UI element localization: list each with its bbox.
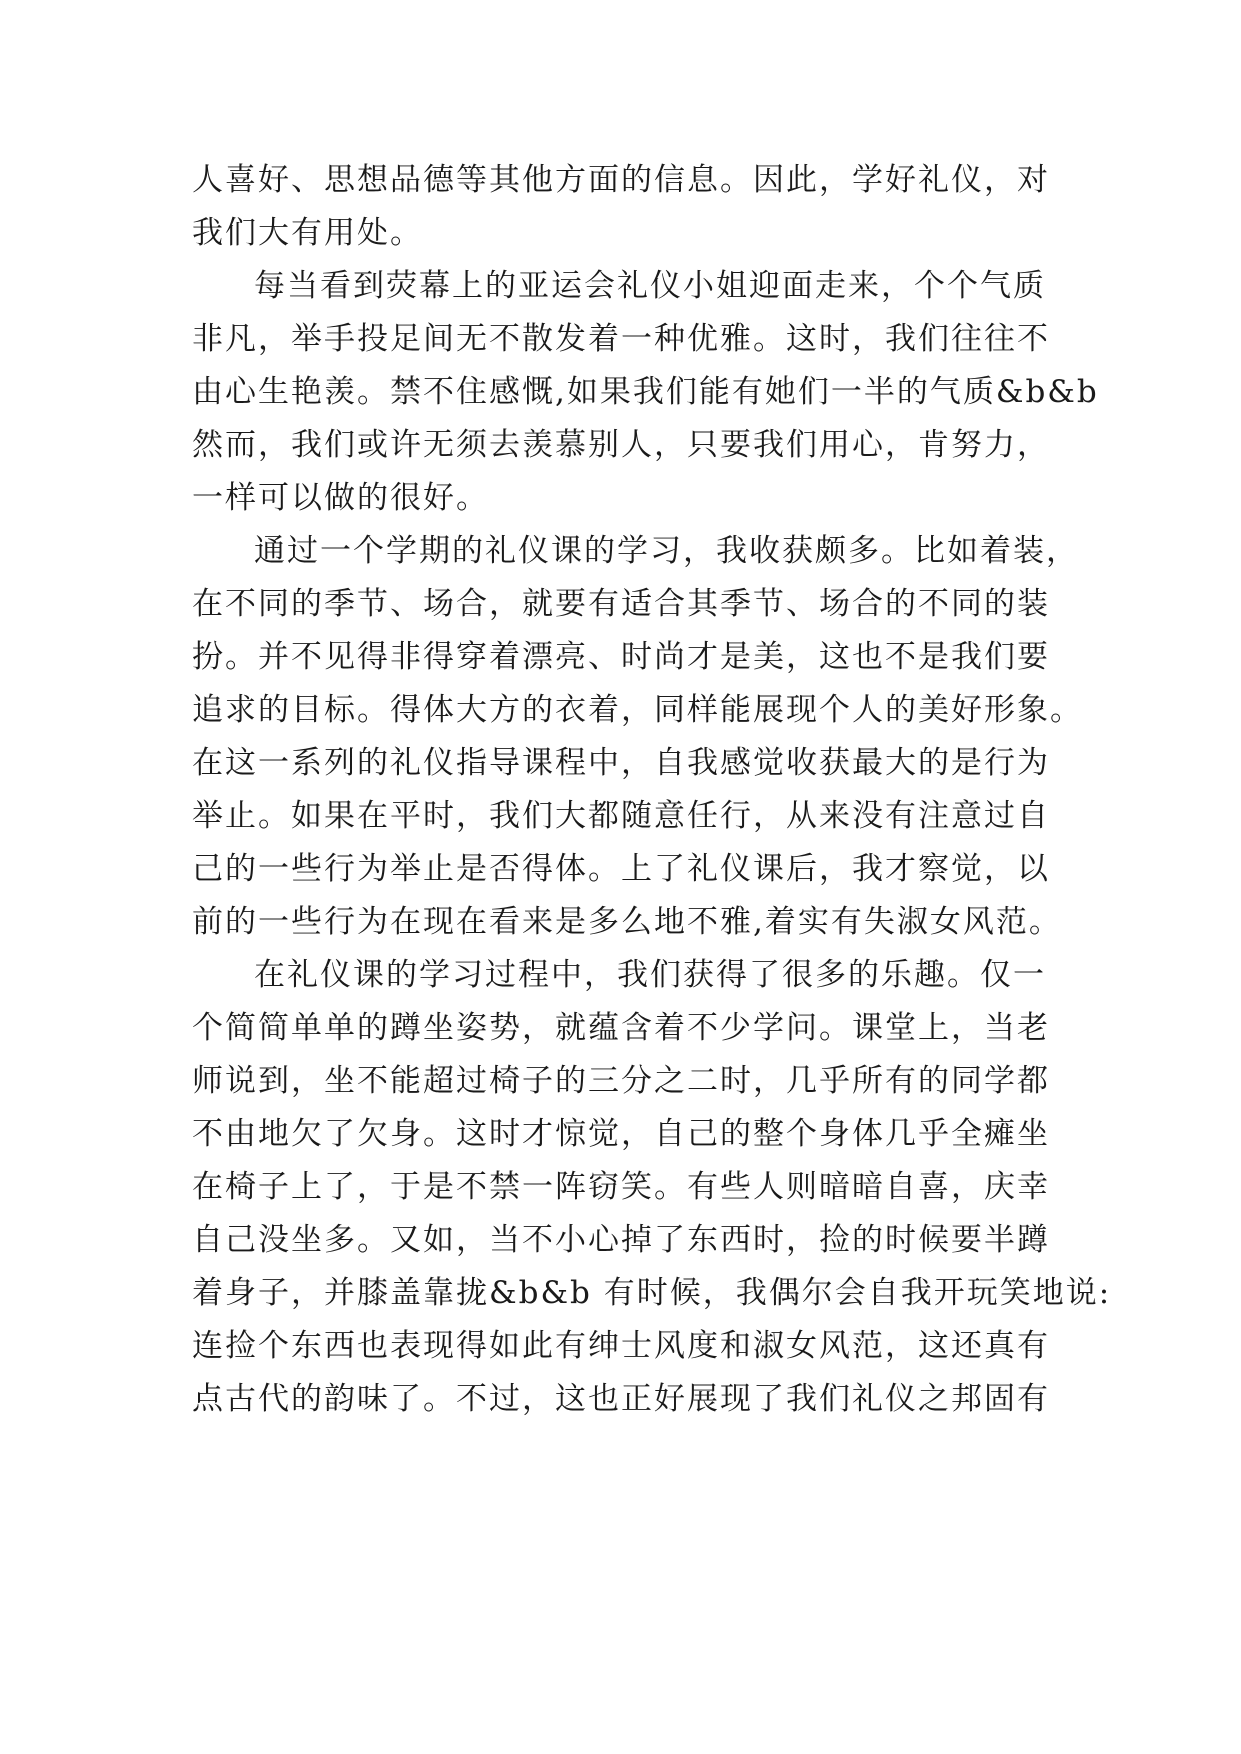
text-line: 在这一系列的礼仪指导课程中，自我感觉收获最大的是行为: [192, 745, 1050, 781]
text-line: 连捡个东西也表现得如此有绅士风度和淑女风范，这还真有: [192, 1328, 1050, 1364]
text-line: 在不同的季节、场合，就要有适合其季节、场合的不同的装: [192, 586, 1050, 622]
paragraph-first-line: 通过一个学期的礼仪课的学习，我收获颇多。比如着装，: [254, 533, 1079, 569]
text-line: 自己没坐多。又如，当不小心掉了东西时，捡的时候要半蹲: [192, 1222, 1050, 1258]
paragraph-first-line: 在礼仪课的学习过程中，我们获得了很多的乐趣。仅一: [254, 957, 1046, 993]
text-line: 由心生艳羡。禁不住感慨,如果我们能有她们一半的气质&b&b: [192, 374, 1099, 410]
text-line: 人喜好、思想品德等其他方面的信息。因此，学好礼仪，对: [192, 162, 1050, 198]
text-line: 在椅子上了，于是不禁一阵窃笑。有些人则暗暗自喜，庆幸: [192, 1169, 1050, 1205]
text-line: 扮。并不见得非得穿着漂亮、时尚才是美，这也不是我们要: [192, 639, 1050, 675]
text-line: 举止。如果在平时，我们大都随意任行，从来没有注意过自: [192, 798, 1050, 834]
text-line: 己的一些行为举止是否得体。上了礼仪课后，我才察觉，以: [192, 851, 1050, 887]
text-line: 个简简单单的蹲坐姿势，就蕴含着不少学问。课堂上，当老: [192, 1010, 1050, 1046]
text-line: 前的一些行为在现在看来是多么地不雅,着实有失淑女风范。: [192, 904, 1062, 940]
text-line: 师说到，坐不能超过椅子的三分之二时，几乎所有的同学都: [192, 1063, 1050, 1099]
text-line: 不由地欠了欠身。这时才惊觉，自己的整个身体几乎全瘫坐: [192, 1116, 1050, 1152]
text-line: 着身子，并膝盖靠拢&b&b 有时候，我偶尔会自我开玩笑地说:: [192, 1275, 1112, 1311]
text-line: 点古代的韵味了。不过，这也正好展现了我们礼仪之邦固有: [192, 1381, 1050, 1417]
paragraph-first-line: 每当看到荧幕上的亚运会礼仪小姐迎面走来，个个气质: [254, 268, 1046, 304]
text-line: 然而，我们或许无须去羡慕别人，只要我们用心，肯努力，: [192, 427, 1050, 463]
text-line: 非凡，举手投足间无不散发着一种优雅。这时，我们往往不: [192, 321, 1050, 357]
text-line: 一样可以做的很好。: [192, 480, 489, 516]
text-line: 我们大有用处。: [192, 215, 423, 251]
text-line: 追求的目标。得体大方的衣着，同样能展现个人的美好形象。: [192, 692, 1083, 728]
